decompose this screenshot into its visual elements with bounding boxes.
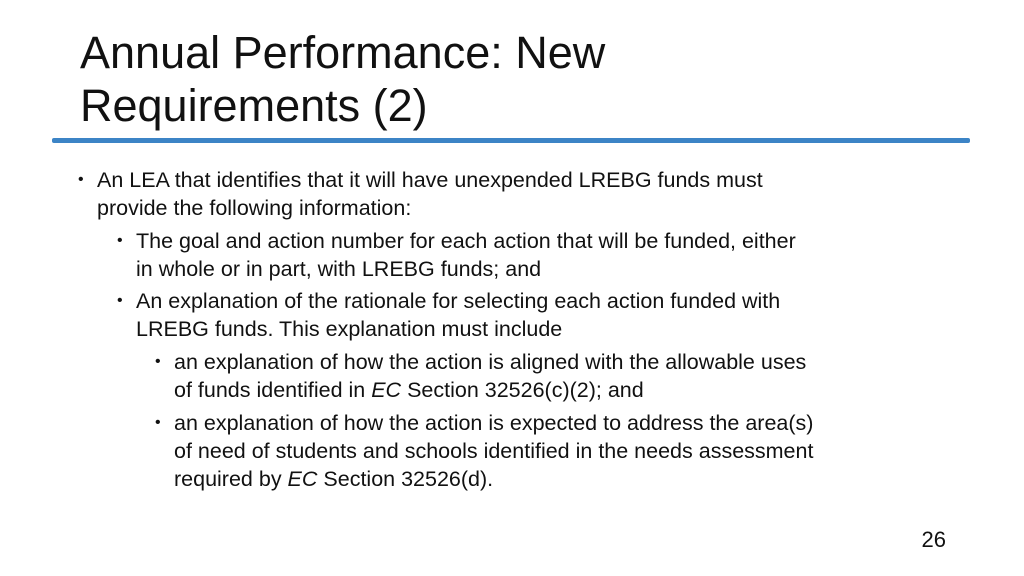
bullet-text-line xyxy=(174,465,813,493)
bullet-item-level-2 xyxy=(117,227,796,283)
bullet-dot-icon: • xyxy=(117,232,123,249)
bullet-text-line: an explanation of how the action is expected to address the area(s) xyxy=(174,411,814,435)
bullet-text-line: The goal and action number for each action that will be funded, either xyxy=(136,229,796,253)
title-underline-rule xyxy=(52,138,970,143)
ec-abbreviation: EC xyxy=(371,378,402,402)
page-number: 26 xyxy=(921,527,946,552)
bullet-dot-icon: • xyxy=(155,414,161,431)
bullet-text-line: provide the following information: xyxy=(97,196,412,220)
slide-title-line-2: Requirements (2) xyxy=(80,80,428,131)
bullet-text-line: an explanation of how the action is aligned with the allowable uses xyxy=(174,350,807,374)
bullet-item-level-3 xyxy=(155,409,814,493)
bullet-text-line: of need of students and schools identified in the needs assessment xyxy=(174,439,814,463)
text-run: Section 32526(d). xyxy=(317,467,494,491)
bullet-item-level-3 xyxy=(155,348,807,404)
ec-abbreviation: EC xyxy=(287,467,318,491)
slide-title xyxy=(80,26,960,132)
bullet-item-level-1 xyxy=(78,166,763,222)
text-run: of funds identified in xyxy=(174,378,372,402)
bullet-text-line xyxy=(174,376,806,404)
text-run: required by xyxy=(174,467,288,491)
bullet-item-level-2 xyxy=(117,287,781,343)
bullet-text-line: LREBG funds. This explanation must include xyxy=(136,317,563,341)
bullet-text-line: An explanation of the rationale for selecting each action funded with xyxy=(136,289,781,313)
bullet-text-line: in whole or in part, with LREBG funds; and xyxy=(136,257,542,281)
bullet-dot-icon: • xyxy=(117,292,123,309)
bullet-dot-icon: • xyxy=(155,353,161,370)
text-run: Section 32526(c)(2); and xyxy=(401,378,644,402)
slide-title-line-1: Annual Performance: New xyxy=(80,27,606,78)
bullet-text-line: An LEA that identifies that it will have unexpended LREBG funds must xyxy=(97,168,763,192)
bullet-dot-icon: • xyxy=(78,171,84,188)
